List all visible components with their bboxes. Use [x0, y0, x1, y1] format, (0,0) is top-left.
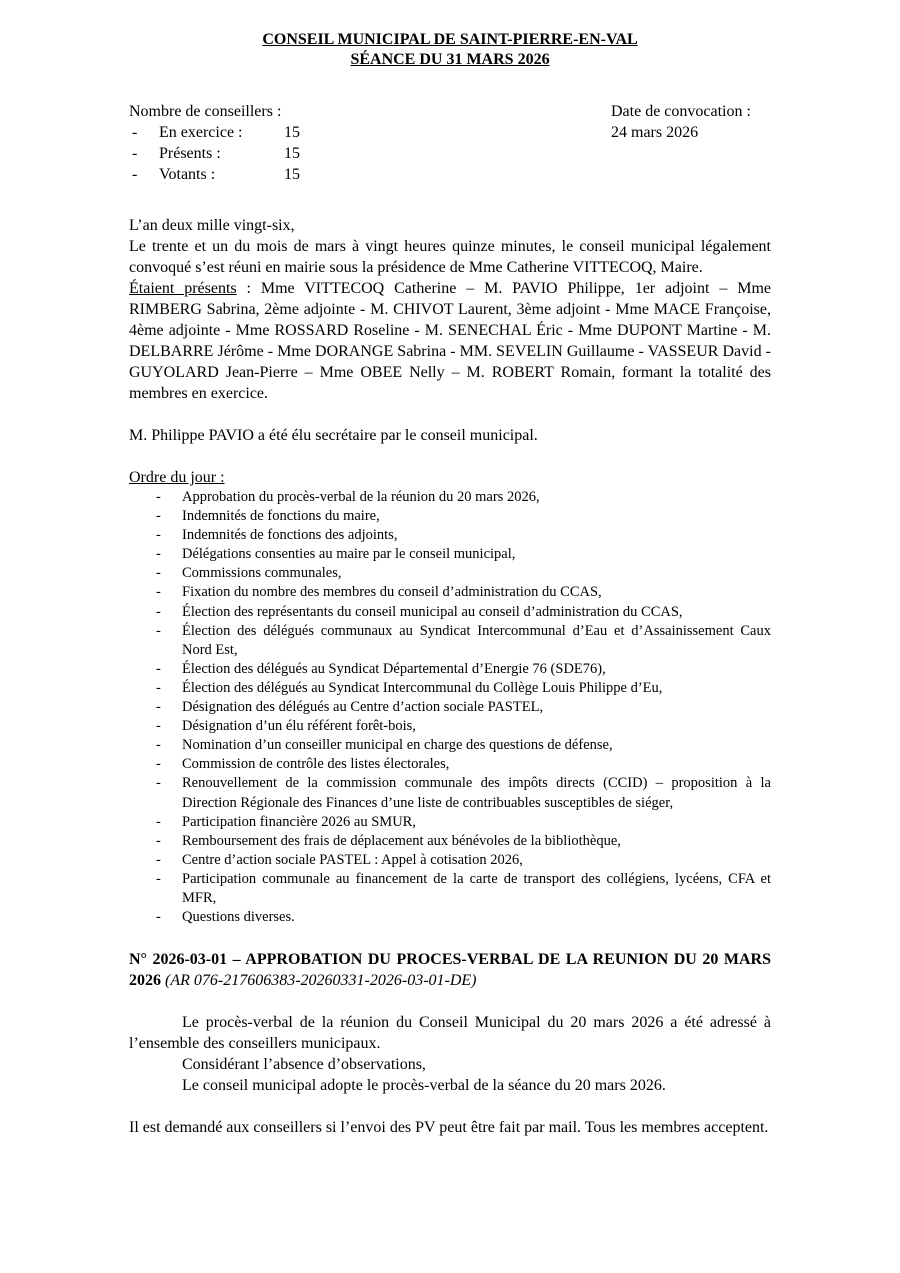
present-members: [129, 278, 771, 404]
councillor-counts: [129, 101, 300, 185]
section-ar-reference: (AR 076-217606383-20260331-2026-03-01-DE): [165, 972, 477, 990]
agenda-item: - Renouvellement de la commission communale des impôts directs (CCID) – proposition à la Direction Régionale des Finances d’une liste de contribuables susceptibles de siéger,: [156, 775, 771, 811]
section-paragraph: Il est demandé aux conseillers si l’envoi des PV peut être fait par mail. Tous les membres acceptent.: [129, 1119, 769, 1137]
section-title: N° 2026-03-01 – APPROBATION DU PROCES-VERBAL DE LA REUNION DU 20 MARS 2026: [129, 951, 771, 990]
agenda-item: - Désignation d’un élu référent forêt-bois,: [156, 718, 416, 735]
counts-title: Nombre de conseillers :: [129, 103, 282, 120]
agenda-item: - Désignation des délégués au Centre d’action sociale PASTEL,: [156, 699, 544, 716]
agenda-item: - Approbation du procès-verbal de la réunion du 20 mars 2026,: [156, 489, 540, 505]
convocation-date: 24 mars 2026: [611, 124, 699, 141]
agenda-item: - Fixation du nombre des membres du conseil d’administration du CCAS,: [156, 584, 602, 601]
present-label: Étaient présents: [129, 280, 237, 297]
agenda-item: - Participation communale au financement de la carte de transport des collégiens, lycéens, CFA et MFR,: [156, 870, 771, 906]
agenda-item: - Élection des délégués au Syndicat Intercommunal du Collège Louis Philippe d’Eu,: [156, 679, 663, 696]
section-paragraph: Considérant l’absence d’observations,: [182, 1056, 426, 1074]
secretary-note: M. Philippe PAVIO a été élu secrétaire par le conseil municipal.: [129, 427, 538, 444]
agenda-item: - Commission de contrôle des listes électorales,: [156, 756, 450, 773]
section-paragraph: Le procès-verbal de la réunion du Conseil Municipal du 20 mars 2026 a été adressé à l’ensemble des conseillers municipaux.: [129, 1014, 771, 1053]
agenda-item: - Élection des délégués au Syndicat Départemental d’Energie 76 (SDE76),: [156, 660, 606, 677]
intro-year: L’an deux mille vingt-six,: [129, 217, 295, 234]
convocation-label: Date de convocation :: [611, 103, 751, 120]
agenda-list: [129, 488, 771, 927]
agenda-item: - Commissions communales,: [156, 565, 342, 582]
count-row: - En exercice : 15: [132, 124, 300, 141]
agenda-item: - Participation financière 2026 au SMUR,: [156, 813, 416, 830]
agenda-item: - Questions diverses.: [156, 909, 295, 926]
agenda-item: - Élection des délégués communaux au Syndicat Intercommunal d’Eau et d’Assainissement Caux Nord Est,: [156, 622, 771, 658]
section-heading: [129, 949, 771, 991]
agenda-item: - Indemnités de fonctions des adjoints,: [156, 527, 398, 544]
session-title: SÉANCE DU 31 MARS 2026: [350, 51, 550, 68]
count-row: - Présents : 15: [132, 145, 300, 162]
agenda-item: - Délégations consenties au maire par le conseil municipal,: [156, 546, 516, 563]
present-list: : Mme VITTECOQ Catherine – M. PAVIO Philippe, 1er adjoint – Mme RIMBERG Sabrina, 2ème adjointe - M. CHIVOT Laurent, 3ème adjoint - Mme MACE Françoise, 4ème adjointe - Mme ROSSARD Roseline - M. SENECHAL Éric - Mme DUPONT Martine - M. DELBARRE Jérôme - Mme DORANGE Sabrina - MM. SEVELIN Guillaume - VASSEUR David - GUYOLARD Jean-Pierre – Mme OBEE Nelly – M. ROBERT Romain, formant la totalité des membres en exercice.: [129, 280, 771, 402]
section-paragraph: Le conseil municipal adopte le procès-verbal de la séance du 20 mars 2026.: [182, 1077, 666, 1095]
document-title: CONSEIL MUNICIPAL DE SAINT-PIERRE-EN-VAL: [262, 31, 638, 48]
attendance-block: [129, 101, 771, 185]
intro-paragraph: Le trente et un du mois de mars à vingt heures quinze minutes, le conseil municipal légalement convoqué s’est réuni en mairie sous la présidence de Mme Catherine VITTECOQ, Maire.: [129, 238, 771, 276]
convocation-block: [611, 101, 751, 143]
agenda-item: - Élection des représentants du conseil municipal au conseil d’administration du CCAS,: [156, 603, 683, 620]
count-row: - Votants : 15: [132, 166, 300, 183]
agenda-item: - Nomination d’un conseiller municipal en charge des questions de défense,: [156, 737, 613, 754]
agenda-item: - Indemnités de fonctions du maire,: [156, 508, 380, 525]
agenda-title: Ordre du jour :: [129, 469, 225, 486]
agenda-item: - Remboursement des frais de déplacement aux bénévoles de la bibliothèque,: [156, 832, 621, 849]
document-page: [129, 30, 771, 1138]
agenda-item: - Centre d’action sociale PASTEL : Appel à cotisation 2026,: [156, 851, 523, 868]
